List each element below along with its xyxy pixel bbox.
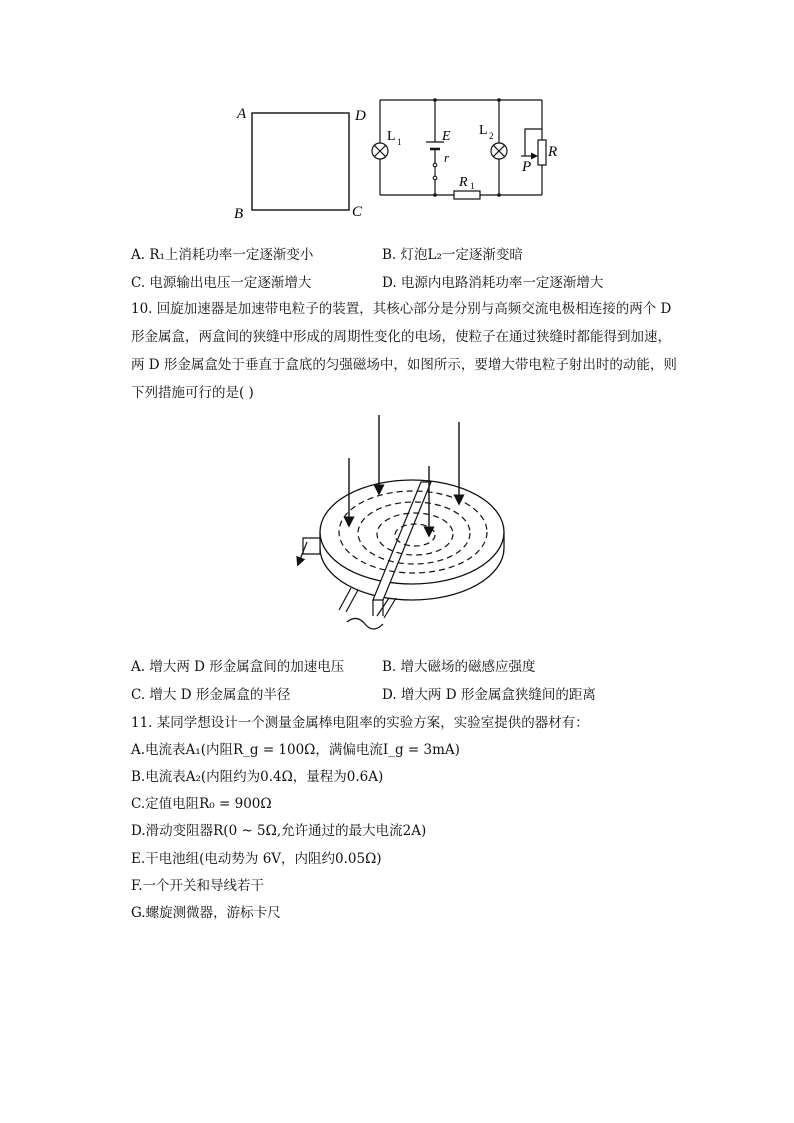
- q10-stem-line-2: 形金属盒，两盒间的狭缝中形成的周期性变化的电场，使粒子在通过狭缝时都能得到加速，: [131, 329, 671, 345]
- q10-option-a: A. 增大两 D 形金属盒间的加速电压: [131, 659, 345, 675]
- resistor-r1-subscript: 1: [470, 181, 475, 191]
- q11-item-d: D.滑动变阻器R(0 ~ 5Ω,允许通过的最大电流2A): [131, 823, 427, 839]
- q11-item-c: C.定值电阻R₀ = 900Ω: [131, 796, 272, 812]
- q11-item-b: B.电流表A₂(内阻约为0.4Ω，量程为0.6A): [131, 769, 384, 785]
- slider-label: P: [522, 159, 532, 175]
- switch-icon: [433, 163, 437, 180]
- q10-option-d: D. 增大两 D 形金属盒狭缝间的距离: [382, 687, 596, 703]
- corner-label-c: C: [352, 204, 363, 220]
- lamp-l2-label: L: [479, 123, 488, 138]
- cyclotron-figure: [285, 410, 510, 635]
- q10-stem-line-1: 10. 回旋加速器是加速带电粒子的装置，其核心部分是分别与高频交流电极相连接的两个 D: [131, 301, 672, 317]
- q10-stem-line-4: 下列措施可行的是( ): [131, 385, 254, 401]
- q11-item-a: A.电流表A₁(内阻R_g = 100Ω，满偏电流I_g = 3mA): [131, 742, 460, 758]
- q10-stem-line-3: 两 D 形金属盒处于垂直于盒底的匀强磁场中，如图所示，要增大带电粒子射出时的动能，则: [131, 357, 677, 373]
- corner-label-b: B: [234, 206, 244, 222]
- q9-option-b: B. 灯泡L₂一定逐渐变暗: [382, 247, 523, 263]
- q10-option-b: B. 增大磁场的磁感应强度: [382, 659, 536, 675]
- emf-label: E: [442, 129, 451, 144]
- q10-option-c: C. 增大 D 形金属盒的半径: [131, 687, 291, 703]
- exit-port: [299, 538, 320, 562]
- q9-option-a: A. R₁上消耗功率一定逐渐变小: [131, 247, 314, 263]
- circuit-figure: [225, 92, 565, 227]
- q11-item-g: G.螺旋测微器，游标卡尺: [131, 905, 281, 921]
- resistor-r1-icon: [454, 191, 480, 199]
- q11-item-f: F.一个开关和导线若干: [131, 878, 265, 894]
- lamp-l1-label: L: [387, 129, 396, 144]
- q11-stem: 11. 某同学想设计一个测量金属棒电阻率的实验方案，实验室提供的器材有：: [131, 715, 589, 731]
- corner-label-a: A: [237, 106, 247, 122]
- internal-resistance-label: r: [444, 150, 450, 165]
- square-abcd: [252, 113, 349, 210]
- q11-item-e: E.干电池组(电动势为 6V，内阻约0.05Ω): [131, 851, 382, 867]
- lamp-l1-subscript: 1: [397, 137, 402, 147]
- resistor-r1-label: R: [459, 175, 468, 190]
- lamp-l2-icon: [491, 143, 507, 159]
- lamp-l1-icon: [372, 143, 388, 159]
- rheostat-label: R: [548, 144, 558, 160]
- lamp-l2-subscript: 2: [489, 131, 494, 141]
- dee-top-surface: [320, 480, 504, 584]
- corner-label-d: D: [355, 108, 366, 124]
- q9-option-d: D. 电源内电路消耗功率一定逐渐增大: [382, 275, 604, 291]
- q9-option-c: C. 电源输出电压一定逐渐增大: [131, 275, 312, 291]
